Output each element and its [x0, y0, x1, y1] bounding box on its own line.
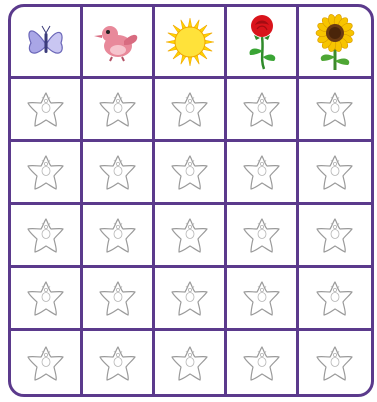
- star-outline-icon: [25, 214, 67, 256]
- header-cell: [227, 7, 299, 79]
- rose-icon: [242, 13, 282, 71]
- star-slot[interactable]: [299, 79, 371, 142]
- star-slot[interactable]: [227, 268, 299, 331]
- star-slot[interactable]: [299, 205, 371, 268]
- star-outline-icon: [241, 342, 283, 384]
- star-outline-icon: [25, 342, 67, 384]
- star-outline-icon: [169, 277, 211, 319]
- star-outline-icon: [314, 88, 356, 130]
- star-outline-icon: [25, 88, 67, 130]
- star-outline-icon: [241, 88, 283, 130]
- star-slot[interactable]: [11, 268, 83, 331]
- star-outline-icon: [314, 214, 356, 256]
- star-outline-icon: [97, 342, 139, 384]
- star-outline-icon: [169, 214, 211, 256]
- star-outline-icon: [97, 214, 139, 256]
- star-slot[interactable]: [299, 268, 371, 331]
- star-slot[interactable]: [155, 205, 227, 268]
- header-cell: [11, 7, 83, 79]
- star-slot[interactable]: [83, 268, 155, 331]
- sun-icon: [165, 17, 215, 67]
- star-outline-icon: [25, 277, 67, 319]
- star-slot[interactable]: [155, 142, 227, 205]
- star-slot[interactable]: [227, 142, 299, 205]
- sunflower-icon: [312, 13, 358, 71]
- star-outline-icon: [241, 151, 283, 193]
- header-cell: [83, 7, 155, 79]
- star-outline-icon: [314, 277, 356, 319]
- star-slot[interactable]: [299, 142, 371, 205]
- star-slot[interactable]: [11, 142, 83, 205]
- star-outline-icon: [97, 88, 139, 130]
- star-slot[interactable]: [299, 331, 371, 394]
- reward-grid: [11, 7, 371, 394]
- star-slot[interactable]: [83, 79, 155, 142]
- star-slot[interactable]: [227, 331, 299, 394]
- star-outline-icon: [169, 342, 211, 384]
- star-slot[interactable]: [83, 331, 155, 394]
- star-slot[interactable]: [155, 268, 227, 331]
- star-outline-icon: [169, 151, 211, 193]
- butterfly-icon: [23, 19, 69, 65]
- star-outline-icon: [314, 151, 356, 193]
- header-cell: [155, 7, 227, 79]
- star-outline-icon: [241, 214, 283, 256]
- star-slot[interactable]: [155, 79, 227, 142]
- reward-chart: [8, 4, 374, 397]
- star-slot[interactable]: [11, 79, 83, 142]
- star-slot[interactable]: [227, 205, 299, 268]
- star-slot[interactable]: [11, 331, 83, 394]
- star-outline-icon: [241, 277, 283, 319]
- star-slot[interactable]: [83, 205, 155, 268]
- header-cell: [299, 7, 371, 79]
- star-slot[interactable]: [227, 79, 299, 142]
- star-slot[interactable]: [11, 205, 83, 268]
- star-outline-icon: [25, 151, 67, 193]
- star-outline-icon: [169, 88, 211, 130]
- star-slot[interactable]: [83, 142, 155, 205]
- star-outline-icon: [97, 151, 139, 193]
- star-outline-icon: [314, 342, 356, 384]
- cartoon-bird-icon: [92, 19, 144, 65]
- star-slot[interactable]: [155, 331, 227, 394]
- star-outline-icon: [97, 277, 139, 319]
